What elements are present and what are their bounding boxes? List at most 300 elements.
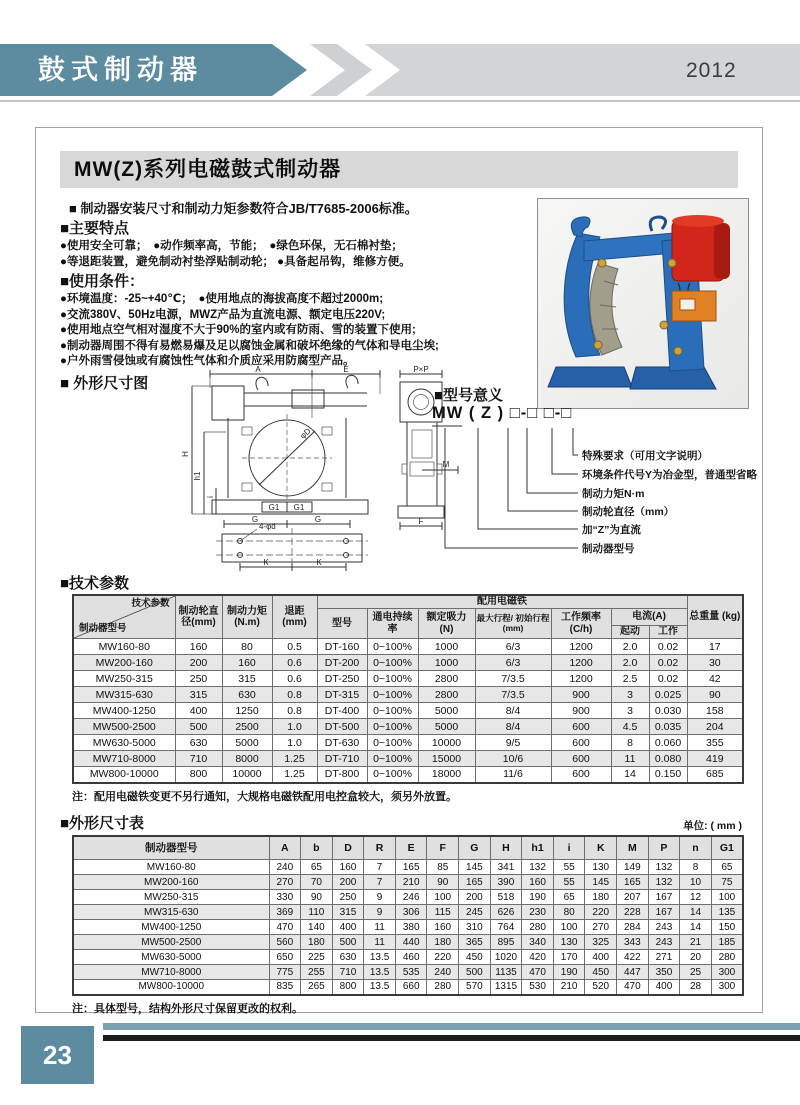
table-cell: 0.030 — [649, 703, 687, 719]
col-header: b — [301, 836, 333, 860]
table-cell: DT-160 — [317, 639, 367, 655]
table-cell: 30 — [687, 655, 743, 671]
col-header: 制动力矩 (N.m) — [222, 595, 272, 639]
svg-text:K: K — [263, 557, 269, 567]
table-cell: 140 — [301, 920, 333, 935]
table-cell: 460 — [395, 950, 427, 965]
table-cell: 0.02 — [649, 655, 687, 671]
col-header: 最大行程/ 初始行程 (mm) — [475, 609, 551, 639]
table-cell: 420 — [522, 950, 554, 965]
col-header: i — [553, 836, 585, 860]
svg-text:H: H — [181, 450, 190, 457]
unit-label: 单位: ( mm ) — [683, 819, 742, 832]
table-cell: 9 — [364, 905, 396, 920]
table-cell: 400 — [585, 950, 617, 965]
table-cell: 135 — [711, 905, 743, 920]
table-cell: 315 — [332, 905, 364, 920]
dim-table-header-row — [60, 812, 742, 833]
table-cell: 626 — [490, 905, 522, 920]
table-cell: 250 — [175, 671, 222, 687]
table-cell: 0.025 — [649, 687, 687, 703]
table-cell: 180 — [427, 935, 459, 950]
table-cell: 9/5 — [475, 735, 551, 751]
svg-text:h1: h1 — [193, 471, 202, 480]
table-cell: 2.0 — [611, 655, 649, 671]
table-cell: 570 — [459, 980, 491, 995]
table-cell: 20 — [680, 950, 712, 965]
table-cell: 500 — [175, 719, 222, 735]
table-cell: 246 — [395, 890, 427, 905]
col-header: 型号 — [317, 609, 367, 639]
table-cell: 200 — [175, 655, 222, 671]
table-cell: 315 — [175, 687, 222, 703]
standard-line: ■ 制动器安装尺寸和制动力矩参数符合JB/T7685-2006标准。 — [69, 201, 418, 216]
table-cell: 160 — [522, 875, 554, 890]
table-cell: 8000 — [222, 751, 272, 767]
col-header: 退距 (mm) — [272, 595, 317, 639]
table-cell: 13.5 — [364, 950, 396, 965]
table-cell: 650 — [269, 950, 301, 965]
table-cell: 0~100% — [367, 751, 418, 767]
table-cell: 21 — [680, 935, 712, 950]
table-cell: 310 — [459, 920, 491, 935]
table-cell: 9 — [364, 890, 396, 905]
table-cell: 600 — [551, 751, 611, 767]
table-row — [73, 965, 743, 980]
table-cell: 185 — [711, 935, 743, 950]
table-cell: 15000 — [418, 751, 475, 767]
table-cell: MW630-5000 — [73, 735, 175, 751]
table-cell: 2.5 — [611, 671, 649, 687]
table-cell: 470 — [522, 965, 554, 980]
table-cell: 630 — [222, 687, 272, 703]
table-cell: 800 — [332, 980, 364, 995]
table-cell: 380 — [395, 920, 427, 935]
svg-text:F: F — [418, 516, 424, 526]
table-cell: 11/6 — [475, 767, 551, 783]
table-cell: 90 — [687, 687, 743, 703]
table-cell: 10/6 — [475, 751, 551, 767]
table-cell: MW250-315 — [73, 671, 175, 687]
col-header: 工作频率 (C/h) — [551, 609, 611, 639]
table-cell: 12 — [680, 890, 712, 905]
table-cell: MW400-1250 — [73, 703, 175, 719]
dim-table-body — [73, 860, 743, 995]
table-row — [73, 935, 743, 950]
table-cell: 250 — [332, 890, 364, 905]
col-header: h1 — [522, 836, 554, 860]
table-cell: 660 — [395, 980, 427, 995]
table-cell: 150 — [711, 920, 743, 935]
table-cell: 0.150 — [649, 767, 687, 783]
table-cell: 28 — [680, 980, 712, 995]
table-cell: 300 — [711, 980, 743, 995]
table-cell: 895 — [490, 935, 522, 950]
svg-text:4-φd: 4-φd — [259, 521, 276, 531]
table-cell: MW250-315 — [73, 890, 269, 905]
col-header-group: 配用电磁铁 — [317, 595, 687, 609]
col-header: n — [680, 836, 712, 860]
table-cell: 204 — [687, 719, 743, 735]
table-cell: 685 — [687, 767, 743, 783]
table-cell: 3 — [611, 687, 649, 703]
svg-text:K: K — [316, 557, 322, 567]
condition-line: ●环境温度：-25~+40℃； ●使用地点的海拔高度不超过2000m; — [60, 293, 384, 305]
table-cell: 55 — [553, 860, 585, 875]
table-row — [73, 751, 743, 767]
table-cell: 75 — [711, 875, 743, 890]
table-cell: 422 — [617, 950, 649, 965]
svg-text:G1: G1 — [293, 502, 305, 512]
col-header: 制动器型号 — [73, 836, 269, 860]
col-header: 总重量 (kg) — [687, 595, 743, 639]
col-header: M — [617, 836, 649, 860]
svg-text:A: A — [255, 365, 261, 374]
table-cell: 0.060 — [649, 735, 687, 751]
dim-table-note: 注：具体型号，结构外形尺寸保留更改的权利。 — [72, 1002, 303, 1015]
col-header: K — [585, 836, 617, 860]
table-cell: DT-400 — [317, 703, 367, 719]
table-cell: DT-500 — [317, 719, 367, 735]
table-cell: 210 — [395, 875, 427, 890]
table-row — [73, 735, 743, 751]
table-cell: 764 — [490, 920, 522, 935]
table-cell: 5000 — [418, 719, 475, 735]
condition-line: ●使用地点空气相对湿度不大于90%的室内或有防雨、雪的装置下使用; — [60, 324, 416, 336]
table-cell: 0~100% — [367, 687, 418, 703]
table-cell: 315 — [222, 671, 272, 687]
table-cell: 8/4 — [475, 719, 551, 735]
table-cell: 200 — [459, 890, 491, 905]
drawing-heading: ■ 外形尺寸图 — [60, 374, 149, 392]
table-cell: 6/3 — [475, 655, 551, 671]
table-cell: 600 — [551, 735, 611, 751]
table-cell: 600 — [551, 719, 611, 735]
table-cell: 160 — [175, 639, 222, 655]
table-row — [73, 980, 743, 995]
page-number: 23 — [21, 1026, 94, 1084]
table-cell: 65 — [553, 890, 585, 905]
dim-table-header — [73, 836, 743, 860]
table-cell: 300 — [711, 965, 743, 980]
table-cell: 630 — [332, 950, 364, 965]
table-cell: MW400-1250 — [73, 920, 269, 935]
table-cell: DT-200 — [317, 655, 367, 671]
table-cell: 0.035 — [649, 719, 687, 735]
table-row — [73, 687, 743, 703]
outline-drawing — [162, 366, 462, 572]
col-header: 电流(A) — [611, 609, 687, 626]
table-cell: 1.25 — [272, 751, 317, 767]
table-cell: 450 — [585, 965, 617, 980]
table-cell: 2800 — [418, 671, 475, 687]
table-cell: 518 — [490, 890, 522, 905]
table-cell: DT-250 — [317, 671, 367, 687]
table-cell: DT-710 — [317, 751, 367, 767]
table-cell: 90 — [427, 875, 459, 890]
table-cell: 65 — [711, 860, 743, 875]
col-header: 通电持续率 — [367, 609, 418, 639]
table-cell: 17 — [687, 639, 743, 655]
table-row — [73, 671, 743, 687]
table-cell: 520 — [585, 980, 617, 995]
svg-text:i: i — [206, 495, 215, 498]
table-cell: MW500-2500 — [73, 719, 175, 735]
table-cell: 1315 — [490, 980, 522, 995]
table-cell: DT-315 — [317, 687, 367, 703]
table-cell: 470 — [269, 920, 301, 935]
table-cell: 230 — [522, 905, 554, 920]
table-cell: 355 — [687, 735, 743, 751]
table-cell: 1250 — [222, 703, 272, 719]
table-cell: 6/3 — [475, 639, 551, 655]
table-cell: 1.0 — [272, 735, 317, 751]
table-cell: 25 — [680, 965, 712, 980]
table-cell: 0~100% — [367, 735, 418, 751]
col-header: 制动轮直径(mm) — [175, 595, 222, 639]
table-cell: 630 — [175, 735, 222, 751]
col-header: D — [332, 836, 364, 860]
table-cell: 11 — [364, 935, 396, 950]
table-cell: MW800-10000 — [73, 767, 175, 783]
condition-line: ●交流380V、50Hz电源，MWZ产品为直流电源、额定电压220V; — [60, 308, 386, 321]
table-row — [73, 860, 743, 875]
table-cell: 11 — [611, 751, 649, 767]
table-cell: DT-800 — [317, 767, 367, 783]
table-row — [73, 655, 743, 671]
table-cell: 0~100% — [367, 639, 418, 655]
table-cell: 7/3.5 — [475, 671, 551, 687]
model-label: 特殊要求（可用文字说明） — [582, 450, 708, 462]
table-cell: 160 — [222, 655, 272, 671]
table-cell: 340 — [522, 935, 554, 950]
table-cell: 447 — [617, 965, 649, 980]
table-cell: 1.0 — [272, 719, 317, 735]
table-cell: 200 — [332, 875, 364, 890]
table-cell: 5000 — [418, 703, 475, 719]
table-cell: 0~100% — [367, 719, 418, 735]
table-cell: 14 — [611, 767, 649, 783]
table-cell: 280 — [522, 920, 554, 935]
table-cell: 270 — [269, 875, 301, 890]
table-cell: MW160-80 — [73, 639, 175, 655]
table-cell: 835 — [269, 980, 301, 995]
table-cell: 167 — [648, 905, 680, 920]
table-cell: DT-630 — [317, 735, 367, 751]
feature-line: ●使用安全可靠； ●动作频率高，节能； ●绿色环保，无石棉衬垫； — [60, 240, 403, 252]
model-label: 制动力矩N·m — [582, 488, 645, 500]
table-row — [73, 905, 743, 920]
svg-text:G: G — [314, 514, 322, 524]
table-cell: 14 — [680, 920, 712, 935]
model-label: 制动器型号 — [582, 543, 635, 555]
condition-line: ●户外雨雪侵蚀或有腐蚀性气体和介质应采用防腐型产品。 — [60, 355, 355, 367]
corner-bottom-label: 制动器型号 — [79, 623, 127, 635]
table-cell: 0~100% — [367, 655, 418, 671]
table-cell: 2.0 — [611, 639, 649, 655]
table-cell: 7 — [364, 860, 396, 875]
table-cell: 42 — [687, 671, 743, 687]
col-header: F — [427, 836, 459, 860]
table-cell: 440 — [395, 935, 427, 950]
table-cell: 0~100% — [367, 703, 418, 719]
table-cell: 270 — [585, 920, 617, 935]
table-cell: 190 — [522, 890, 554, 905]
table-cell: 530 — [522, 980, 554, 995]
features-heading: ■主要特点 — [60, 220, 130, 237]
table-cell: MW160-80 — [73, 860, 269, 875]
table-cell: 1020 — [490, 950, 522, 965]
svg-text:P×P: P×P — [413, 365, 429, 374]
table-row — [73, 639, 743, 655]
table-cell: 90 — [301, 890, 333, 905]
table-cell: 170 — [553, 950, 585, 965]
table-cell: 10 — [680, 875, 712, 890]
table-cell: 5000 — [222, 735, 272, 751]
table-cell: 240 — [269, 860, 301, 875]
table-cell: 0.6 — [272, 671, 317, 687]
table-cell: 900 — [551, 703, 611, 719]
corner-header — [73, 595, 175, 639]
table-cell: MW315-630 — [73, 905, 269, 920]
table-cell: 710 — [332, 965, 364, 980]
table-cell: 800 — [175, 767, 222, 783]
corner-top-label: 技术参数 — [131, 597, 170, 609]
table-cell: 0~100% — [367, 767, 418, 783]
table-row — [73, 890, 743, 905]
model-meaning-block — [430, 384, 764, 570]
table-cell: 14 — [680, 905, 712, 920]
dim-table-heading: ■外形尺寸表 — [60, 814, 145, 832]
table-cell: 1200 — [551, 671, 611, 687]
table-cell: MW200-160 — [73, 875, 269, 890]
table-cell: 4.5 — [611, 719, 649, 735]
table-cell: 255 — [301, 965, 333, 980]
table-cell: 400 — [648, 980, 680, 995]
footer-black-line — [103, 1035, 800, 1041]
svg-text:E: E — [343, 365, 349, 374]
table-cell: 220 — [585, 905, 617, 920]
table-cell: 165 — [617, 875, 649, 890]
table-cell: 100 — [427, 890, 459, 905]
tech-table — [72, 594, 744, 784]
svg-text:G: G — [251, 514, 259, 524]
table-cell: 225 — [301, 950, 333, 965]
table-cell: 10000 — [222, 767, 272, 783]
table-row — [73, 950, 743, 965]
table-cell: 0~100% — [367, 671, 418, 687]
model-label: 制动轮直径（mm） — [582, 506, 675, 518]
table-cell: 1135 — [490, 965, 522, 980]
table-cell: 1200 — [551, 639, 611, 655]
content-box — [35, 127, 763, 1013]
table-cell: MW200-160 — [73, 655, 175, 671]
table-cell: 167 — [648, 890, 680, 905]
table-cell: 243 — [648, 935, 680, 950]
table-cell: 710 — [175, 751, 222, 767]
table-cell: 500 — [332, 935, 364, 950]
table-cell: 7 — [364, 875, 396, 890]
table-cell: MW710-8000 — [73, 751, 175, 767]
table-cell: 160 — [332, 860, 364, 875]
conditions-heading: ■使用条件： — [60, 273, 145, 290]
table-cell: 11 — [364, 920, 396, 935]
table-cell: 284 — [617, 920, 649, 935]
table-cell: 8 — [611, 735, 649, 751]
table-cell: 0.02 — [649, 671, 687, 687]
table-cell: 8/4 — [475, 703, 551, 719]
table-cell: 13.5 — [364, 980, 396, 995]
table-row — [73, 767, 743, 783]
table-cell: 132 — [648, 860, 680, 875]
tech-table-heading: ■技术参数 — [60, 574, 130, 592]
banner-title: 鼓式制动器 — [38, 55, 203, 85]
table-cell: 0.8 — [272, 687, 317, 703]
table-cell: 900 — [551, 687, 611, 703]
table-cell: 600 — [551, 767, 611, 783]
table-row — [73, 920, 743, 935]
table-cell: 2800 — [418, 687, 475, 703]
table-cell: 130 — [553, 935, 585, 950]
table-cell: 500 — [459, 965, 491, 980]
col-header: 工作 — [649, 626, 687, 639]
table-row — [73, 703, 743, 719]
table-cell: 240 — [427, 965, 459, 980]
table-cell: 0.5 — [272, 639, 317, 655]
col-header: 起动 — [611, 626, 649, 639]
table-cell: 0.080 — [649, 751, 687, 767]
model-label: 加“Z”为直流 — [582, 524, 641, 536]
table-cell: 145 — [585, 875, 617, 890]
table-cell: 271 — [648, 950, 680, 965]
table-cell: 130 — [585, 860, 617, 875]
model-label: 环境条件代号Y为冶金型，普通型省略 — [582, 469, 758, 481]
table-cell: MW315-630 — [73, 687, 175, 703]
table-cell: 419 — [687, 751, 743, 767]
table-cell: 158 — [687, 703, 743, 719]
table-cell: 0.8 — [272, 703, 317, 719]
col-header: P — [648, 836, 680, 860]
svg-text:φD: φD — [298, 425, 313, 440]
table-cell: 400 — [175, 703, 222, 719]
table-cell: 207 — [617, 890, 649, 905]
table-cell: 2500 — [222, 719, 272, 735]
table-row — [73, 875, 743, 890]
table-cell: 7/3.5 — [475, 687, 551, 703]
chevron-icon — [310, 44, 372, 96]
table-cell: 369 — [269, 905, 301, 920]
table-cell: 70 — [301, 875, 333, 890]
svg-text:G1: G1 — [268, 502, 280, 512]
table-cell: MW710-8000 — [73, 965, 269, 980]
table-cell: 210 — [553, 980, 585, 995]
table-cell: 80 — [553, 905, 585, 920]
table-cell: 80 — [222, 639, 272, 655]
col-header: E — [395, 836, 427, 860]
model-meaning-heading: ■型号意义 — [434, 387, 504, 404]
col-header: A — [269, 836, 301, 860]
table-cell: 280 — [711, 950, 743, 965]
table-cell: 180 — [301, 935, 333, 950]
table-cell: 132 — [522, 860, 554, 875]
table-cell: MW800-10000 — [73, 980, 269, 995]
table-cell: 149 — [617, 860, 649, 875]
table-cell: 110 — [301, 905, 333, 920]
col-header: R — [364, 836, 396, 860]
header-divider — [0, 100, 800, 102]
table-cell: 10000 — [418, 735, 475, 751]
table-cell: 165 — [395, 860, 427, 875]
